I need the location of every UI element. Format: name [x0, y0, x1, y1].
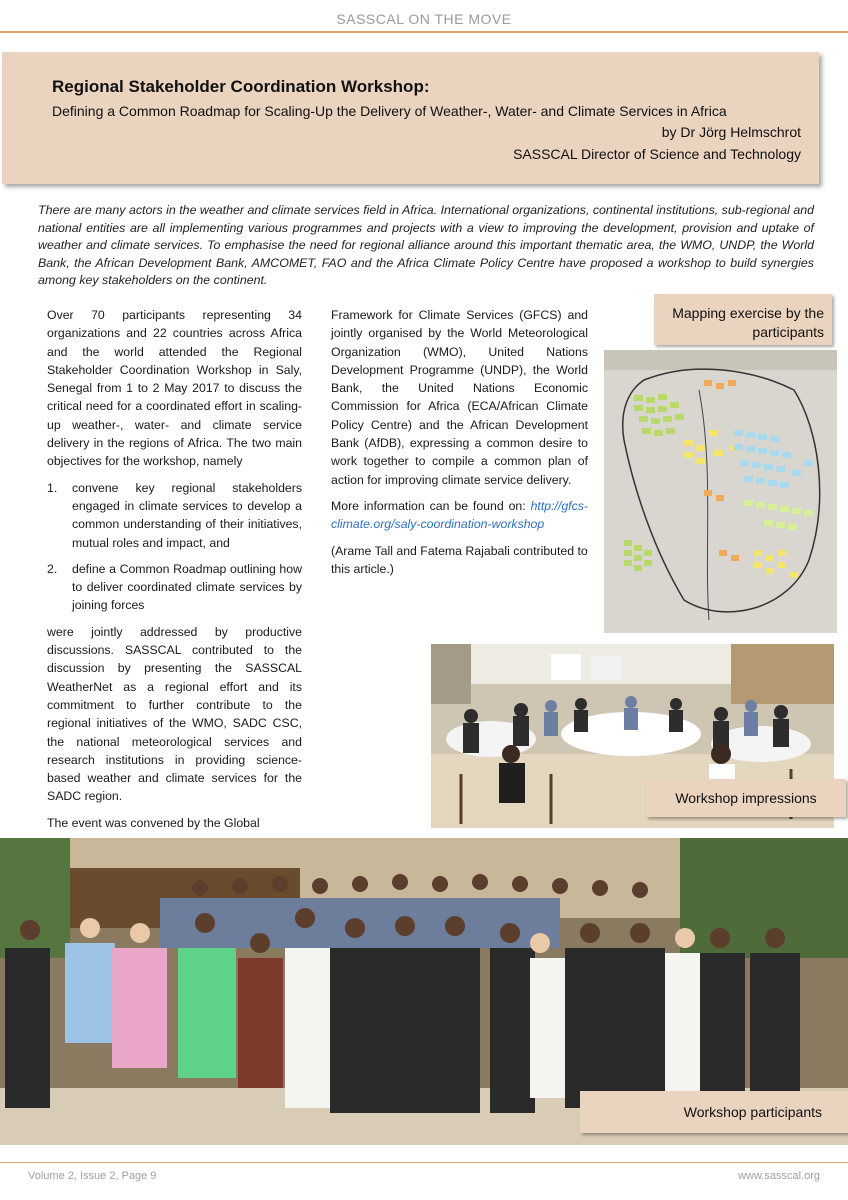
footer-website[interactable]: www.sasscal.org: [738, 1170, 820, 1182]
article-subtitle: Defining a Common Roadmap for Scaling-Up the Delivery of Weather-, Water- and Climate Services in Africa: [52, 103, 727, 119]
objective-item: [47, 560, 302, 615]
more-info: [331, 497, 588, 534]
mapping-exercise-photo: [604, 350, 837, 633]
article-title: Regional Stakeholder Coordination Workshop:: [52, 77, 430, 96]
paragraph-participants: Over 70 participants representing 34 organizations and 22 countries across Africa and the world attended the Regional Stakeholder Coordination Workshop in Saly, Senegal from 1 to 2 May 2017 to discuss the critical need for a coordinated effort in scaling-up weather-, water- and climate service delivery in the regions of Africa. The two main objectives for the workshop, namely: [47, 308, 302, 469]
caption-impressions: Workshop impressions: [646, 779, 846, 817]
caption-mapping: Mapping exercise by the participants: [654, 294, 832, 345]
footer-issue: Volume 2, Issue 2, Page 9: [28, 1170, 157, 1182]
paragraph-convened: The event was convened by the Global: [47, 815, 260, 830]
workshop-link[interactable]: http://gfcs-climate.org/saly-coordination-workshop: [331, 498, 588, 532]
objective-item: [47, 479, 302, 552]
title-box: [2, 52, 819, 184]
article-author: by Dr Jörg Helmschrot: [661, 124, 801, 140]
article-intro: There are many actors in the weather and climate services field in Africa. International organizations, continental institutions, sub-regional and national entities are all implementing various programmes and projects with a view to improving the development, provision and uptake of weather and climate services. To emphasise the need for regional alliance around this important thematic area, the WMO, UNDP, the World Bank, the African Development Bank, AMCOMET, FAO and the Africa Climate Policy Centre have proposed a workshop to build synergies among key stakeholders on the continent.: [38, 203, 814, 287]
footer-rule: [0, 1162, 848, 1163]
header-rule: [0, 31, 848, 33]
article-author-role: SASSCAL Director of Science and Technology: [513, 146, 801, 162]
text-column-1: [47, 306, 302, 840]
more-info-label: More information can be found on:: [331, 498, 531, 513]
objective-text: convene key regional stakeholders engaged in climate services to develop a common understanding of their initiatives, mutual roles and impact, and: [72, 480, 302, 550]
paragraph-organisers: Framework for Climate Services (GFCS) and jointly organised by the World Meteorological Organization (WMO), United Nations Development Programme (UNDP), the World Bank, the United Nations Economic Commission for Africa (ECA/African Climate Policy Centre) and the African Development Bank (AfDB), expressing a common desire to work together to compile a common plan of action for improving climate service delivery.: [331, 308, 588, 487]
objective-number: 2.: [47, 561, 58, 576]
paragraph-contribution: were jointly addressed by productive discussions. SASSCAL contributed to the discussion by presenting the SASSCAL WeatherNet as a regional effort and its commitment to further contribute to the regional initiatives of the WMO, SADC CSC, the national meteorological services and research institutions in providing science-based weather and climate services for the SADC region.: [47, 624, 302, 804]
running-header: SASSCAL ON THE MOVE: [336, 11, 512, 27]
objectives-list: [47, 479, 302, 615]
credit-note: (Arame Tall and Fatema Rajabali contributed to this article.): [331, 543, 588, 576]
objective-number: 1.: [47, 480, 58, 495]
caption-participants: Workshop participants: [580, 1091, 848, 1133]
objective-text: define a Common Roadmap outlining how to deliver coordinated climate services by joining forces: [72, 561, 302, 613]
text-column-2: [331, 306, 588, 586]
